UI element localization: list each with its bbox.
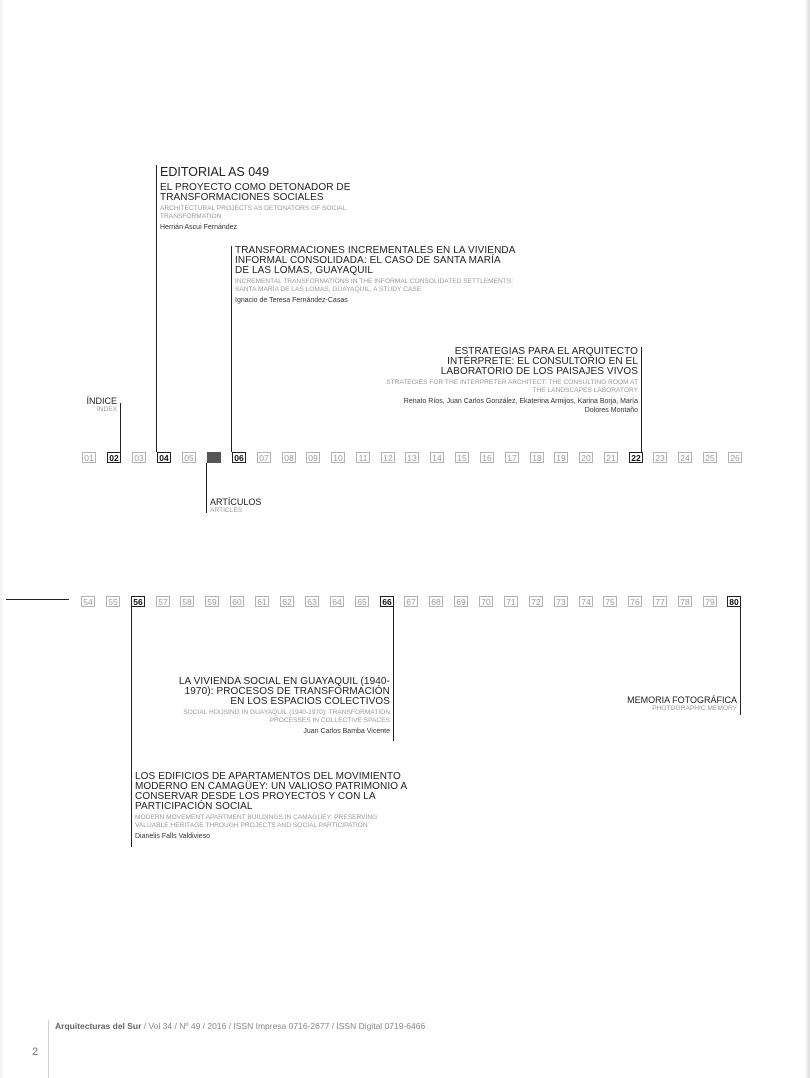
footer-info: / Vol 34 / Nº 49 / 2016 / ISSN Impresa 0716-2677 / ISSN Digital 0719-6466 xyxy=(141,1021,426,1031)
article-1-author: Ignacio de Teresa Fernández-Casas xyxy=(235,297,348,304)
connector-indice xyxy=(120,403,121,452)
page-box-60[interactable]: 60 xyxy=(230,596,244,607)
page-box-72[interactable]: 72 xyxy=(529,596,543,607)
connector-article-2 xyxy=(641,347,642,452)
page-box-15[interactable]: 15 xyxy=(455,452,469,463)
page-box-19[interactable]: 19 xyxy=(554,452,568,463)
page-box-09[interactable]: 09 xyxy=(306,452,320,463)
page-box-04[interactable]: 04 xyxy=(157,452,171,463)
page-box-71[interactable]: 71 xyxy=(504,596,518,607)
page-box-12[interactable]: 12 xyxy=(381,452,395,463)
page-box-14[interactable]: 14 xyxy=(430,452,444,463)
page-box-26[interactable]: 26 xyxy=(728,452,742,463)
article-3-title-en: SOCIAL HOUSING IN GUAYAQUIL (1940-1970): TRANSFORMATION PROCESSES IN COLLECTIVE SPACES xyxy=(183,709,390,724)
page-box-08[interactable]: 08 xyxy=(282,452,296,463)
page-box-01[interactable]: 01 xyxy=(82,452,96,463)
page-box-58[interactable]: 58 xyxy=(180,596,194,607)
article-1-title-es: TRANSFORMACIONES INCREMENTALES EN LA VIVIENDA INFORMAL CONSOLIDADA: EL CASO DE SANTA MARÍA DE LAS LOMAS, GUAYAQUIL xyxy=(235,245,515,276)
page-box-57[interactable]: 57 xyxy=(156,596,170,607)
page-box-21[interactable]: 21 xyxy=(604,452,618,463)
article-4-title-es: LOS EDIFICIOS DE APARTAMENTOS DEL MOVIMIENTO MODERNO EN CAMAGÜEY: UN VALIOSO PATRIMONIO A CONSERVAR DESDE LOS PROYECTOS Y CON LA PARTICIPACIÓN SOCIAL xyxy=(135,771,407,812)
article-2-title-es: ESTRATEGIAS PARA EL ARQUITECTO INTÉRPRETE: EL CONSULTORIO EN EL LABORATORIO DE LOS PAISAJES VIVOS xyxy=(440,346,638,377)
memoria-label-es: MEMORIA FOTOGRÁFICA xyxy=(627,695,737,705)
editorial-block xyxy=(160,166,375,232)
footer-rule xyxy=(48,1020,49,1078)
article-4-block xyxy=(135,772,410,841)
page-box-75[interactable]: 75 xyxy=(603,596,617,607)
articulos-label-es: ARTÍCULOS xyxy=(210,497,262,507)
page-box-23[interactable]: 23 xyxy=(653,452,667,463)
page-box-10[interactable]: 10 xyxy=(331,452,345,463)
page-box-16[interactable]: 16 xyxy=(480,452,494,463)
page-box-62[interactable]: 62 xyxy=(280,596,294,607)
connector-article-3 xyxy=(393,607,394,741)
page-box-25[interactable]: 25 xyxy=(703,452,717,463)
page-box-05[interactable]: 05 xyxy=(182,452,196,463)
page-box-76[interactable]: 76 xyxy=(628,596,642,607)
page-box-24[interactable]: 24 xyxy=(678,452,692,463)
page-box-17[interactable]: 17 xyxy=(505,452,519,463)
memoria-block xyxy=(590,695,737,713)
page-box-70[interactable]: 70 xyxy=(479,596,493,607)
page-box-64[interactable]: 64 xyxy=(330,596,344,607)
page-box-03[interactable]: 03 xyxy=(132,452,146,463)
memoria-label-en: PHOTOGRAPHIC MEMORY xyxy=(652,705,737,712)
article-2-title-en: STRATEGIES FOR THE INTERPRETER ARCHITECT: THE CONSULTING ROOM AT THE LANDSCAPES LABORATORY xyxy=(386,379,638,394)
page-box-69[interactable]: 69 xyxy=(454,596,468,607)
page-box-77[interactable]: 77 xyxy=(653,596,667,607)
article-4-title-en: MODERN MOVEMENT APARTMENT BUILDINGS IN CAMAGÜEY: PRESERVING VALUABLE HERITAGE THROUGH PROJECTS AND SOCIAL PARTICIPATION xyxy=(135,814,378,829)
article-3-block xyxy=(176,677,390,736)
page-box-74[interactable]: 74 xyxy=(579,596,593,607)
page-box-73[interactable]: 73 xyxy=(554,596,568,607)
article-4-author: Dianelis Falls Valdivieso xyxy=(135,833,210,840)
page-box-07[interactable]: 07 xyxy=(257,452,271,463)
page-box-79[interactable]: 79 xyxy=(703,596,717,607)
page-box-80[interactable]: 80 xyxy=(727,596,741,607)
page-box-67[interactable]: 67 xyxy=(404,596,418,607)
editorial-heading: EDITORIAL AS 049 xyxy=(160,165,270,179)
indice-label xyxy=(60,396,117,414)
footer-journal: Arquitecturas del Sur xyxy=(55,1021,142,1031)
page-box-20[interactable]: 20 xyxy=(579,452,593,463)
article-1-block xyxy=(235,246,515,305)
page-box-78[interactable]: 78 xyxy=(678,596,692,607)
page-box-54[interactable]: 54 xyxy=(81,596,95,607)
connector-editorial xyxy=(156,165,157,452)
page-box-65[interactable]: 65 xyxy=(355,596,369,607)
scan-edge-right xyxy=(804,0,810,1078)
article-2-block xyxy=(385,347,638,415)
articulos-label xyxy=(210,497,290,515)
page-box-61[interactable]: 61 xyxy=(255,596,269,607)
page-box-55[interactable]: 55 xyxy=(106,596,120,607)
page-box-59[interactable]: 59 xyxy=(205,596,219,607)
connector-articulos xyxy=(206,463,207,513)
indice-label-es: ÍNDICE xyxy=(86,396,117,406)
connector-left-margin xyxy=(6,599,69,600)
article-1-title-en: INCREMENTAL TRANSFORMATIONS IN THE INFORMAL CONSOLIDATED SETTLEMENTS: SANTA MARÍA DE LAS LOMAS, GUAYAQUIL, A STUDY CASE xyxy=(235,278,514,293)
connector-article-4 xyxy=(131,607,132,847)
page-box-11[interactable]: 11 xyxy=(356,452,370,463)
page-box-06[interactable]: 06 xyxy=(232,452,246,463)
articulos-label-en: ARTICLES xyxy=(210,507,243,514)
page-box-18[interactable]: 18 xyxy=(530,452,544,463)
connector-memoria xyxy=(740,607,741,715)
article-2-author: Renato Ríos, Juan Carlos González, Ekaterina Armijos, Karina Borja, María Dolores Montaño xyxy=(403,398,638,414)
page-box-66[interactable]: 66 xyxy=(380,596,394,607)
editorial-author: Hernán Ascui Fernández xyxy=(160,224,238,231)
page-box-63[interactable]: 63 xyxy=(305,596,319,607)
page-box-22[interactable]: 22 xyxy=(629,452,643,463)
editorial-title-es: EL PROYECTO COMO DETONADOR DE TRANSFORMACIONES SOCIALES xyxy=(160,182,351,203)
page-box-56[interactable]: 56 xyxy=(131,596,145,607)
page-box-13[interactable]: 13 xyxy=(405,452,419,463)
connector-article-1 xyxy=(231,246,232,452)
page-box-filled[interactable] xyxy=(207,452,221,463)
footer-citation xyxy=(55,1021,425,1031)
editorial-title-en: ARCHITECTURAL PROJECTS AS DETONATORS OF SOCIAL TRANSFORMATION xyxy=(160,205,346,220)
indice-label-en: INDEX xyxy=(96,406,117,413)
page-box-68[interactable]: 68 xyxy=(429,596,443,607)
page-box-02[interactable]: 02 xyxy=(107,452,121,463)
article-3-author: Juan Carlos Bamba Vicente xyxy=(303,728,390,735)
article-3-title-es: LA VIVIENDA SOCIAL EN GUAYAQUIL (1940-1970): PROCESOS DE TRANSFORMACIÓN EN LOS ESPACIOS COLECTIVOS xyxy=(178,676,390,707)
scan-edge-left xyxy=(0,0,4,1078)
page-number: 2 xyxy=(32,1046,39,1058)
